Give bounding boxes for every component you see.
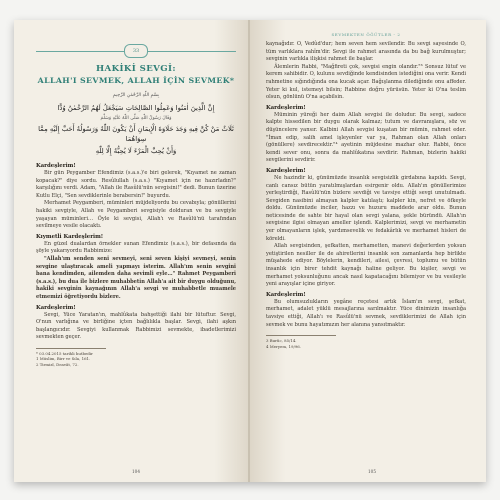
lesson-number: 33 bbox=[124, 44, 148, 58]
arabic-verse-3: وَأَنْ يُحِبَّ الْمَرْءَ لَا يُحِبُّهُ إِلَّا لِلّٰهِ bbox=[95, 147, 177, 155]
paragraph-2: Merhamet Peygamberi, müminleri müjdeliyordu bu cevabıyla; gönüllerini hakiki sevgiyle, Allah ve Peygamberi sevgisiyle dolduran ve bu sevgiyle yaşayan müminleri… Öyle ki sevgisi, Allah'ı ve Rasûlü'nü tarafından sevilmeye vesile olacaktı. bbox=[36, 200, 236, 230]
greeting-1: Kardeşlerim! bbox=[36, 163, 76, 169]
left-page-content bbox=[36, 38, 236, 367]
paragraph-1: Bir gün Peygamber Efendimiz (s.a.s.)'e biri gelerek, "Kıyamet ne zaman kopacak?" diye sordu. Resûlullah (s.a.s.) "Kıyamet için ne hazırladın?" karşılığını verdi. Adam, "Allah ile Rasûlü'nün sevgisini!" dedi. Bunun üzerine Kutlu Elçi, "Sen sevdiklerinle berabersin!" buyurdu. bbox=[36, 170, 236, 199]
greeting-3: Kardeşlerim! bbox=[266, 291, 306, 298]
running-head: SEVMEKTEN ÖĞÜTLER - 2 bbox=[331, 32, 401, 37]
paragraph-2: Âlemlerin Rabbi, "Mağfireti çok, sevgisi engin olandır."³ Sonsuz lütuf ve kerem sahibidir. O, kulunu sevdiğinde kendisinden istediğini ona verir. Kendi rahmetine sığındığında ona kucak açar. Bağışlanma dilediğinde onu affeder. Yeter ki kul, istemeyi bilsin; Rabbine doğru yürüsün. Yeter ki O'na teslim olsun, gönlünü O'na açabilsin. bbox=[266, 63, 466, 101]
paragraph-5: Allah sevgisinden, şefkatten, merhametten, manevi değerlerden yoksun yetiştirilen nesiller ile de ahiretlerini insanlık son zamanlarda hep birlikte müşahede ediyor. Böylelerin, kendileri, ailesi, çevresi, toplumu ve bütün insanlık için birer tehdit kaynağı haline geliyor. Bu kişiler, sevgi ve merhamet yoksunluğunu ancak nasıl kapatacağını bilemiyor ve bu vesileyle yeni arayışlar içine giriyor. bbox=[266, 243, 466, 288]
footnote-4: 4 Meryem, 19/96. bbox=[266, 343, 301, 349]
chapter-title-line1: HAKİKİ SEVGİ: bbox=[96, 64, 176, 74]
right-page-content bbox=[266, 32, 466, 349]
page-number-left: 104 bbox=[132, 469, 140, 474]
heading-beloved: Kıymetli Kardeşlerim! bbox=[36, 233, 104, 240]
page-number-right: 105 bbox=[368, 469, 376, 474]
paragraph-4: Ne hazindir ki, günümüzde insanlık sevgisizlik girdabına kapıldı. Sevgi, canlı cansız bütün yaratılmışlardan esirgenir oldu. Allah'ın gönüllerimize yerleştirdiği, Rasûlü'nün bizlere sevdiği ve tavsiye ettiği sevgi unutulmadı. Sevgiden nasibini almayan kalpler katılaştı; kalpler kin, nefret ve öfkeyle doldu. Günümüzde inciler, hazzı ve huzuru maddede arar oldu. Bunun neticesinde de sahte bir hayal olan sevgi yalana, şekle büründü. Allah'ın sevgisine ilgisi olmayan ameller işlendi. Kalplerimizi, sevgi ve merhametin yer olmayanların işlek, yardımsevelik ve fedakârlık ve merhamet hisleri de köreldi. bbox=[266, 174, 466, 242]
greeting-2: Kardeşlerim! bbox=[266, 167, 306, 174]
paragraph-6: Bu olumsuzlukların yegâne reçetesi artık İslam'ın sevgi, şefkat, merhamet, adalet yüklü mesajlarına sarılmaktır. Yüce dinimizin insanlığa tavsiye ettiği, Allah'ı ve Rasûlü'nü sevmek, sevdiklerimizi de Allah için sevmek ve bunu hayatımızın her alanına yansıtmaktır. bbox=[266, 298, 466, 328]
paragraph-1: kaynağıdır. O, Vedûd'dur; hem seven hem sevilendir. Bu sevgi sayesinde O, tüm varlıklara rahîm'dir. Sevgi ile rahmet arasında da bu bağ kurulmuştur; sevginin varlıkla ilişkisi rahmet ile başlar. bbox=[266, 41, 466, 63]
paragraph-5: Sevgi, Yüce Yaratan'ın, mahlûkata bahşettiği ilahi bir lütuftur. Sevgi, O'nun varlığına ve birliğine içten bağlılıkla başlar. Sevgi, ilahi aşkın başlangıcıdır. Sevgiyi kullanmak Rabbimizi sevmekte, ibadetlerimizi sevmekten geçer. bbox=[36, 311, 236, 341]
right-page bbox=[250, 20, 486, 482]
arabic-verse-2: ثَلَاثٌ مَنْ كُنَّ فِيهِ وَجَدَ حَلَاوَةَ الْإِيمَانِ أَنْ يَكُونَ اللّٰهُ وَرَسُولُهُ أَحَبَّ إِلَيْهِ مِمَّا سِوَاهُمَا bbox=[38, 125, 234, 143]
footnote-0: * 03.04.2015 tarihli hutbedir bbox=[36, 350, 93, 356]
footnote-1: 1 Müslim, Birr ve Sıla, 161. bbox=[36, 356, 91, 362]
paragraph-3: Müminin yüreği her daim Allah sevgisi ile doludur. Bu sevgi, sadece kalpte hissedilen bir duygu olarak kalmaz; tutum ve davranışlara, söz ve düşüncelere yansır. Kalbini Allah sevgisi kuşatan bir mümin, rahmet eder. "İman edip, salih amel işleyenler var ya, Rahman olan Allah onları (gönüllere) sevdirecektir."⁴ ayetinin müjdesine mazhar olur. Rabbi, önce kendi sever onu, sonra da mahlûkatına sevdirir. Rahman, bizlerin hakiki sevgilerini sevdirir. bbox=[266, 111, 466, 164]
arabic-verse-1: إِنَّ الَّذِينَ اٰمَنُوا وَعَمِلُوا الصَّالِحَاتِ سَيَجْعَلُ لَهُمُ الرَّحْمٰنُ وُدًّا bbox=[57, 104, 215, 112]
chapter-title-line2: ALLAH'I SEVMEK, ALLAH İÇİN SEVMEK* bbox=[37, 76, 235, 85]
left-page bbox=[14, 20, 250, 482]
footnote-3: 3 Burûc, 85/14. bbox=[266, 338, 297, 344]
lesson-ornament bbox=[36, 44, 236, 58]
basmala: بِسْمِ اللّٰهِ الرَّحْمٰنِ الرَّحِيمِ bbox=[112, 93, 160, 98]
paragraph-3: En güzel dualardan örnekler sunan Efendimiz (s.a.s.), bir defasında da şöyle yakarıyordu Rabbimize: bbox=[36, 240, 236, 255]
greeting-2: Kardeşlerim! bbox=[36, 304, 76, 311]
greeting-1: Kardeşlerim! bbox=[266, 104, 306, 111]
footnote-2: 2 Tirmizî, Deavât, 72. bbox=[36, 361, 79, 367]
arabic-hadith-intro: وَقَالَ رَسُولُ اللّٰهِ صَلَّى اللّٰهُ عَلَيْهِ وَسَلَّمَ bbox=[100, 116, 172, 121]
paragraph-4: "Allah'ım senden seni sevmeyi, seni seven kişiyi sevmeyi, senin sevgine ulaştıracak ameli yapmayı isterim. Allah'ım senin sevgini bana kendimden, ailemden daha sevimli eyle…" Rahmet Peygamberi (s.a.s.), bu dua ile bizlere muhabbetin Allah'a ait bir duygu olduğunu, hakiki sevginin kaynağının Allah'a sevgi ve muhabbetle muamele etmemizi öğretiyordu bizlere. bbox=[36, 255, 236, 300]
book-spread bbox=[14, 20, 486, 482]
